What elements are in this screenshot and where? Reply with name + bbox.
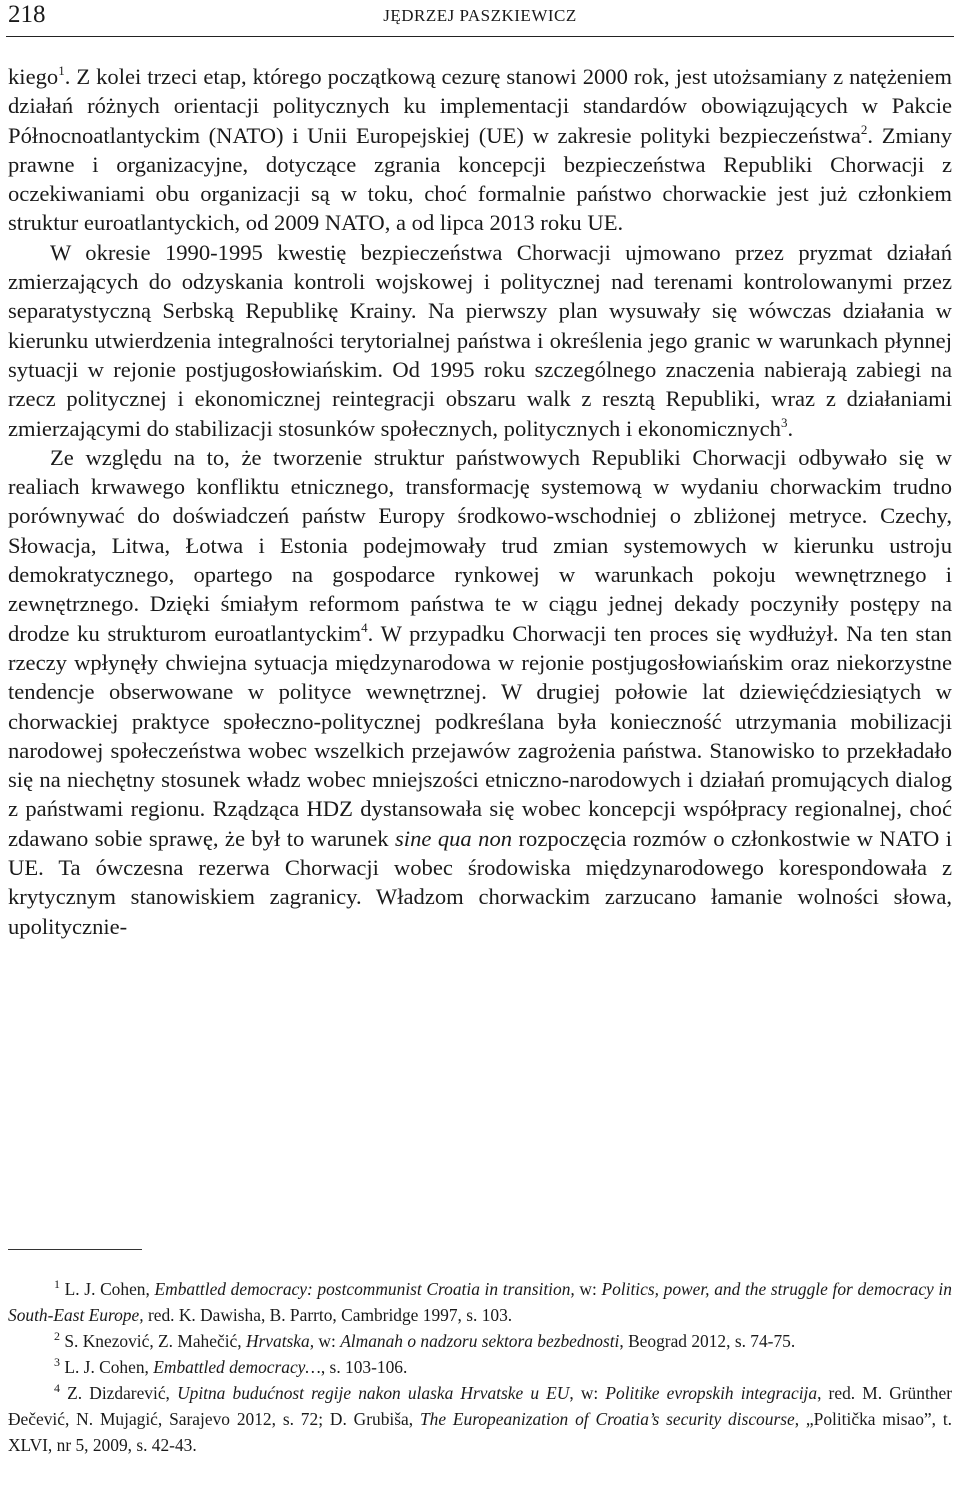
footnote [8, 1380, 952, 1458]
text-run: , red. M. Grünther Đečević, N. Mujagić, Sarajevo 2012, s. 72; D. Grubiša, [8, 1383, 952, 1429]
text-run: , w: [569, 1383, 599, 1403]
footnote-separator [8, 1249, 142, 1250]
footnote-number: 3 [54, 1355, 60, 1369]
footnote-ref: 1 [58, 63, 65, 78]
footnote-author: Z. Dizdarević, [67, 1383, 170, 1403]
footnotes [8, 1276, 952, 1458]
paragraph [8, 443, 952, 941]
text-run: , Beograd 2012, s. 74-75. [619, 1331, 796, 1351]
footnote-title: Embattled democracy: postcommunist Croatia in transition, [154, 1279, 575, 1299]
text-run: . Zmiany prawne i organizacyjne, dotyczące zgrania koncepcji bezpieczeństwa Republiki Chorwacji z oczekiwaniami obu organizacji są w toku, choć formalnie państwo chorwackie jest już członkiem struktur euroatlantyckich, od 2009 NATO, a od lipca 2013 roku UE. [8, 122, 952, 236]
text-run: w: [579, 1279, 597, 1299]
text-run: kiego [8, 64, 59, 89]
footnote [8, 1354, 952, 1380]
body-text [8, 62, 952, 941]
footnote [8, 1276, 952, 1328]
page-header [6, 0, 954, 37]
text-run: rozpoczęcia rozmów o członkostwie w NATO i UE. Ta ówczesna rezerwa Chorwacji wobec środowiska międzynarodowego korespondowała z krytycznym stanowiskiem zagranicy. Władzom chorwackim zarzucano łamanie wolności słowa, upolitycznie- [8, 825, 952, 939]
footnote [8, 1328, 952, 1354]
footnote-ref: 4 [361, 619, 368, 635]
text-run: W okresie 1990-1995 kwestię bezpieczeństwa Chorwacji ujmowano przez pryzmat działań zmierzających do odzyskania kontroli wojskowej i politycznej nad terenami kontrolowanymi przez separatystyczną Serbską Republikę Krainy. Na pierwszy plan wysuwały się wówczas działania w kierunku utwierdzenia integralności terytorialnej państwa i określenia jego granic w warunkach płynnej sytuacji w rejonie postjugosłowiańskim. Od 1995 roku szczególnego znaczenia nabierają zabiegi na rzecz politycznej i ekonomicznej reintegracji obszaru walk z resztą Republiki, wraz z działaniami zmierzającymi do stabilizacji stosunków społecznych, politycznych i ekonomicznych [8, 239, 952, 441]
paragraph [8, 62, 952, 238]
footnote-source: Almanah o nadzoru sektora bezbednosti [340, 1331, 620, 1351]
footnote-ref: 2 [860, 121, 868, 137]
footnote-title: Hrvatska, [245, 1331, 315, 1351]
text-run: . W przypadku Chorwacji ten proces się wydłużył. Na ten stan rzeczy wpłynęły chwiejna sytuacja międzynarodowa w rejonie postjugosłowiańskim oraz niekorzystne tendencje obserwowane w polityce wewnętrznej. W drugiej połowie lat dziewięćdziesiątych w chorwackiej praktyce społeczno-politycznej podkreślana była konieczność utrzymania mobilizacji narodowej społeczeństwa wobec wszelkich przejawów zagrożenia państwa. Stanowisko to przekładało się na niechętny stosunek władz wobec mniejszości etniczno-narodowych i działań promujących dialog z państwami regionu. Rządząca HDZ dystansowała się wobec koncepcji współpracy regionalnej, choć zdawano sobie sprawę, że był to warunek [8, 620, 952, 851]
text-run: , s. 103-106. [320, 1357, 408, 1377]
footnote-number: 2 [54, 1329, 60, 1343]
footnote-source: Politike evropskih integracija [605, 1383, 818, 1403]
footnote-author: L. J. Cohen, [64, 1357, 149, 1377]
paragraph [8, 238, 952, 443]
page-number: 218 [8, 1, 46, 28]
footnote-number: 4 [54, 1381, 60, 1395]
footnote-title: The Europeanization of Croatia’s security discourse [419, 1409, 795, 1429]
footnote-ref: 3 [780, 414, 788, 430]
italic-term: sine qua non [395, 825, 513, 851]
text-run: . Z kolei trzeci etap, którego początkową cezurę stanowi 2000 rok, jest utożsamiany z natężeniem działań różnych orientacji politycznych ku implementacji standardów obowiązujących w Pakcie Północnoatlantyckim (NATO) i Unii Europejskiej (UE) w zakresie polityki bezpieczeństwa [8, 64, 952, 148]
footnote-title: Upitna budućnost regije nakon ulaska Hrvatske u EU [177, 1383, 570, 1403]
text-run: , „Politička misao”, t. XLVI, nr 5, 2009, s. 42-43. [8, 1409, 953, 1455]
footnote-author: S. Knezović, Z. Mahečić, [64, 1331, 242, 1351]
footnote-title: Embattled democracy… [153, 1357, 321, 1377]
running-head: JĘDRZEJ PASZKIEWICZ [383, 6, 577, 25]
footnote-number: 1 [54, 1277, 60, 1291]
text-run: w: [318, 1331, 336, 1351]
text-run: Ze względu na to, że tworzenie struktur państwowych Republiki Chorwacji odbywało się w realiach krwawego konfliktu etnicznego, transformację systemową w wydaniu chorwackim trudno porównywać do doświadczeń państw Europy środkowo-wschodniej o zbliżonej metryce. Czechy, Słowacja, Litwa, Łotwa i Estonia podejmowały trud zmian systemowych w kierunku ustroju demokratycznego, opartego na gospodarce rynkowej w warunkach pokoju wewnętrznego i zewnętrznego. Dzięki śmiałym reformom państwa te w ciągu jednej dekady poczyniły postępy na drodze ku strukturom euroatlantyckim [8, 444, 952, 646]
text-run: . [787, 415, 794, 441]
footnote-author: L. J. Cohen, [64, 1279, 150, 1299]
text-run: red. K. Dawisha, B. Parrto, Cambridge 1997, s. 103. [147, 1305, 513, 1325]
footnote-source: Politics, power, and the struggle for democracy in South-East Europe, [8, 1279, 952, 1325]
